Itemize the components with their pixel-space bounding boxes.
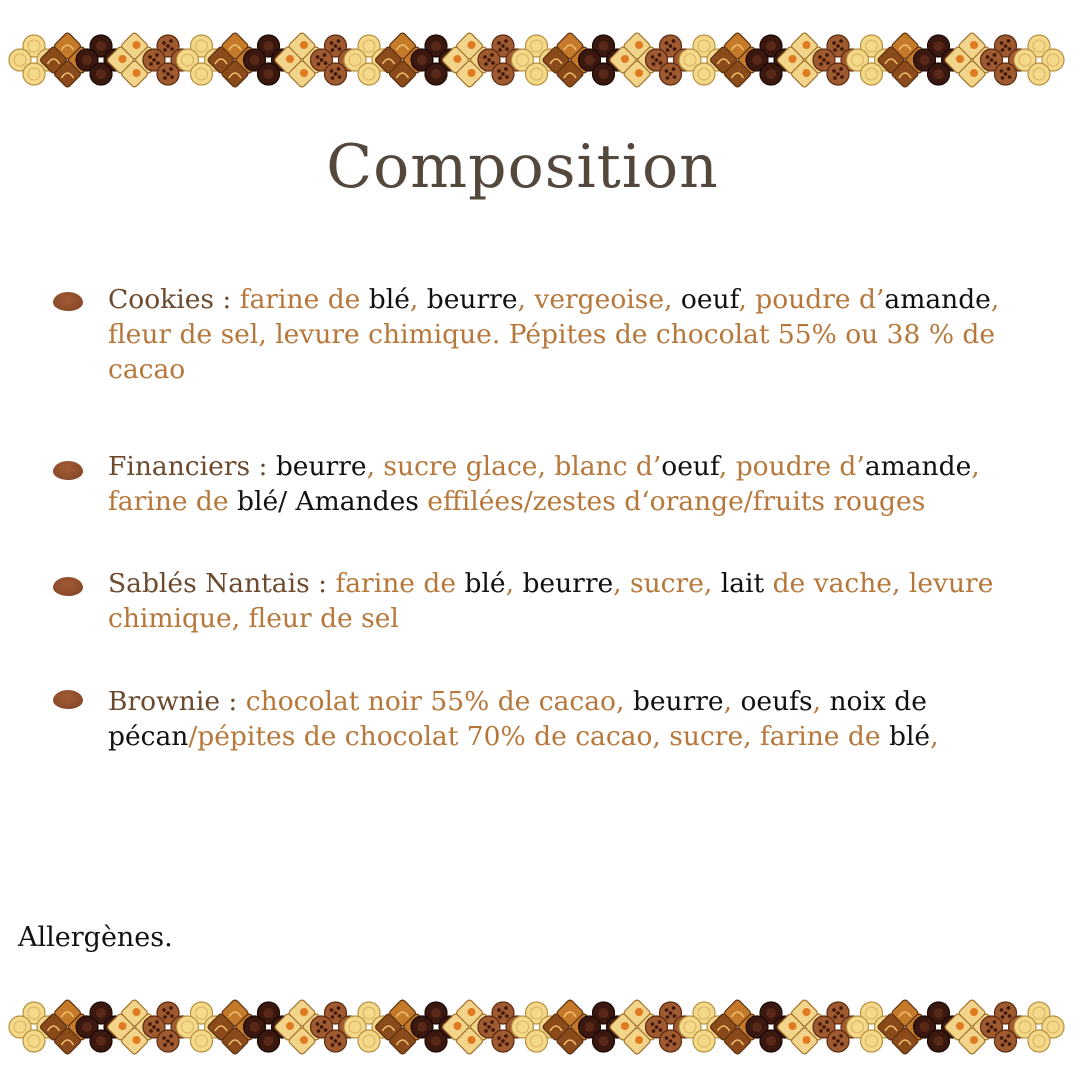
bottom-cookie-border [0,992,1080,1062]
product-name: Cookies : [108,284,240,315]
ingredient-text: , [409,284,427,315]
composition-item-brownie [108,684,1058,754]
ingredient-text: beurre [426,284,518,315]
ingredient-text: beurre [522,568,614,599]
ingredient-text: effilées/zestes d‘orange/fruits rouges [427,486,926,517]
ingredient-text: blé [888,721,931,752]
ingredient-text: /pépites de chocolat 70% de cacao, sucre, farine de [188,721,889,752]
ingredient-text: blé [368,284,410,315]
ingredient-text: chocolat noir 55% de cacao, [245,686,633,717]
ingredient-text: lait [720,568,773,599]
ingredient-text: beurre [275,451,367,482]
cookie-border-svg [0,25,1080,95]
allergens-label: Allergènes. [18,922,173,953]
composition-item-cookies [108,282,1058,387]
ingredient-text: blé [464,568,506,599]
bullet-financiers-icon [53,461,83,480]
ingredient-text: , fleur de sel, levure chimique. Pépites de chocolat 55% ou 38 % de cacao [108,284,1000,385]
ingredient-text: oeuf [680,284,739,315]
product-name: Sablés Nantais : [108,568,336,599]
bullet-brownie-icon [53,690,83,709]
round-cookie-icon [1014,35,1064,85]
product-name: Brownie : [108,686,246,717]
composition-item-financiers [108,449,1058,519]
ingredient-text: beurre [632,686,724,717]
product-name: Financiers : [108,451,276,482]
ingredient-text: , [812,686,830,717]
composition-item-sables-nantais [108,566,1058,636]
ingredient-text: , vergeoise, [517,284,681,315]
ingredient-text: , sucre, [613,568,721,599]
ingredient-text: de vache, levure chimique, fleur de sel [108,568,994,634]
round-cookie-icon [1014,1002,1064,1052]
ingredient-text: farine de [239,284,369,315]
ingredient-text: farine de [335,568,465,599]
top-cookie-border [0,25,1080,95]
ingredient-text: oeuf [661,451,719,482]
ingredient-text: amande [864,451,972,482]
ingredient-text: , [930,721,939,752]
page-title: Composition [326,132,719,202]
bullet-sables-icon [53,577,83,596]
bullet-cookies-icon [53,292,83,311]
ingredient-text: , poudre d’ [718,451,865,482]
ingredient-text: , [723,686,741,717]
ingredient-text: , farine de [108,451,980,517]
ingredient-text: , poudre d’ [738,284,885,315]
ingredient-text: , [505,568,523,599]
ingredient-text: oeufs [740,686,813,717]
ingredient-text: noix de pécan [108,686,927,752]
cookie-border-svg [0,992,1080,1062]
ingredient-text: , sucre glace, blanc d’ [366,451,662,482]
ingredient-text: amande [884,284,991,315]
ingredient-text: blé/ Amandes [237,486,428,517]
